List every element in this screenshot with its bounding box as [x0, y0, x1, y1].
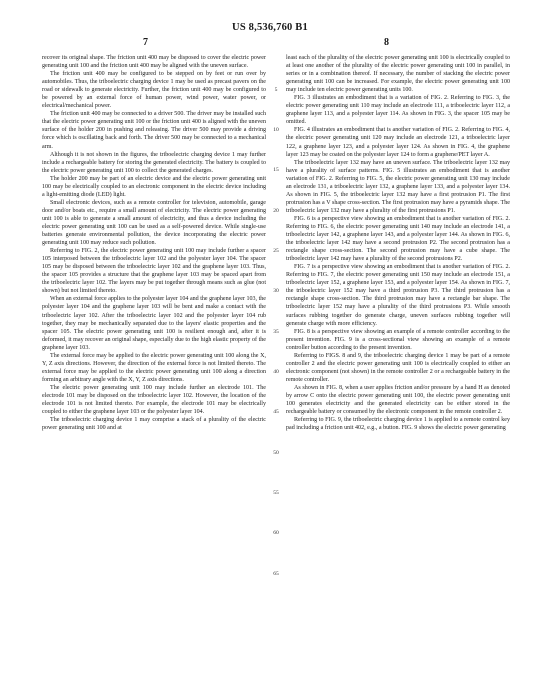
right-column-number: 8	[384, 37, 389, 48]
paragraph: The external force may be applied to the electric power generating unit 100 along the X, Y, Z axis directions. However, the direction of the external force is not limited thereto. The external force may be applied to the electric power generating unit 100 along a direction forming an arbitrary angle with the X, Y, Z axis directions.	[42, 352, 266, 383]
paragraph: As shown in FIG. 8, when a user applies friction and/or pressure by a hand H as denoted by arrow C onto the electric power generating unit 100, the electric power generating unit 100 generates electricity and the generated electricity can be either stored in the rechargeable battery or consumed by the electronic component in the remote controller 2.	[286, 384, 510, 416]
paragraph: The friction unit 400 may be configured to be stepped on by feet or run over by automobiles. Thus, the triboelectric charging device 1 may be used as precast pavers on the road or sidewalk to generate electricity. Further, the friction unit 400 may be configured to be powered by an external force of human power, wind power, water power, or electrical/mechanical power.	[42, 71, 266, 110]
paragraph: The friction unit 400 may be connected to a driver 500. The driver may be installed such that the electric power generating unit 100 or the friction unit 400 is aligned with the uneven surface of the holder 200 in pushing and releasing. The driver 500 may provide a driving force which is oscillating back and forth. The driver 500 may be connected to a mechanical arm.	[42, 111, 266, 150]
paragraph: When an external force applies to the polyester layer 104 and the graphene layer 103, the polyester layer 104 and the graphene layer 103 will be bent and make a contact with the triboelectric layer 102. After the triboelectric layer 102 and the polyester layer 104 rub together, they may be mechanically separated due to the layers' elastic properties and the spacer 105. The electric power generating unit 100 is resilient enough and, after it is deformed, it may recover an original shape, especially due to the high elastic property of the graphene layer 103.	[42, 296, 266, 351]
paragraph: Referring to FIGS. 8 and 9, the triboelectric charging device 1 may be part of a remote controller 2 and the electric power generating unit 100 is electrically coupled to either an electronic component (not shown) in the remote controller 2 or a rechargeable battery in the remote controller.	[286, 352, 510, 383]
paragraph: FIG. 3 illustrates an embodiment that is a variation of FIG. 2. Referring to FIG. 3, the electric power generating unit 110 may include an electrode 111, a triboelectric layer 112, a graphene layer 113, and a polyester layer 114. As shown in FIG. 3, the spacer 105 may be omitted.	[286, 95, 510, 126]
line-number: 20	[273, 208, 279, 214]
paragraph: Small electronic devices, such as a remote controller for television, automobile, garage door and/or boats etc., require a small amount of electricity. The electric power generating unit 100 is able to generate a small amount of electricity, and thus a device including the electric power generating unit 100 can be used as a self-powered device. While single-use batteries generate environmental pollution, the device incorporating the electric power generating unit 100 may reduce such pollution.	[42, 199, 266, 247]
line-number: 10	[273, 127, 279, 133]
left-column-number: 7	[143, 37, 148, 48]
left-text-column	[42, 54, 266, 432]
line-number: 65	[273, 571, 279, 577]
line-number: 45	[273, 409, 279, 415]
paragraph: FIG. 8 is a perspective view showing an example of a remote controller according to the present invention. FIG. 9 is a cross-sectional view showing an example of a remote controller button according to the present invention.	[286, 328, 510, 351]
paragraph: The holder 200 may be part of an electric device and the electric power generating unit 100 may be electrically coupled to an electronic component in the electric device including a light-emitting diode (LED) light.	[42, 175, 266, 198]
paragraph: The electric power generating unit 100 may include further an electrode 101. The electrode 101 may be disposed on the triboelectric layer 102. However, the location of the electrode 101 is not limited thereto. For example, the electrode 101 may be electrically coupled to either the graphene layer 103 or the polyester layer 104.	[42, 384, 266, 416]
line-number: 50	[273, 450, 279, 456]
line-number: 60	[273, 530, 279, 536]
paragraph: Referring to FIG. 2, the electric power generating unit 100 may include further a spacer 105 interposed between the triboelectric layer 102 and the polyester layer 104. The spacer 105 may be disposed between the triboelectric layer 102 and the graphene layer 103. Thus, the spacer 105 provides a structure that the graphene layer 103 may be spaced apart from the triboelectric layer 102. The layers may be put together through means such as glue (not shown) but not limited thereto.	[42, 248, 266, 295]
line-number: 30	[273, 288, 279, 294]
paragraph: least each of the plurality of the electric power generating unit 100 is electrically coupled to at least one another of the plurality of the electric power generating unit 100 in parallel, in series or in a combination thereof. If necessary, the number of stacking the electric power generating unit 100 can be increased. For example, the electric power generating unit 100 may include ten electric power generating units 100.	[286, 55, 510, 94]
paragraph: Referring to FIG. 9, the triboelectric charging device 1 is applied to a remote control key pad including a friction unit 402, e.g., a button. FIG. 9 shows the electric power generating	[286, 417, 510, 432]
paragraph: Although it is not shown in the figures, the triboelectric charging device 1 may further include a rechargeable battery for storing the generated electricity. The battery is coupled to the electric power generating unit 100 to collect the generated charges.	[42, 151, 266, 174]
right-text-column	[286, 54, 510, 432]
paragraph: The triboelectric charging device 1 may comprise a stack of a plurality of the electric power generating unit 100 and at	[42, 417, 266, 432]
line-number: 5	[274, 87, 278, 93]
paragraph: recover its original shape. The friction unit 400 may be disposed to cover the electric power generating unit 100 and the friction unit 400 may be aligned with the uneven surface.	[42, 55, 266, 70]
line-number: 25	[273, 248, 279, 254]
paragraph: The triboelectric layer 132 may have an uneven surface. The triboelectric layer 132 may have a plurality of surface patterns. FIG. 5 illustrates an embodiment that is another variation of FIG. 2. Referring to FIG. 5, the electric power generating unit 130 may include an electrode 131, a triboelectric layer 132, a graphene layer 133, and a polyester layer 134. As shown in FIG. 5, the triboelectric layer 132 may have a first protrusion P1. The first protrusion has a V shape cross-section. The first protrusion may have a pyramids shape. The triboelectric layer 132 may have a plurality of the first protrusions P1.	[286, 159, 510, 214]
line-number: 55	[273, 490, 279, 496]
page-header: US 8,536,760 B1	[232, 22, 308, 33]
paragraph: FIG. 4 illustrates an embodiment that is another variation of FIG. 2. Referring to FIG. 4, the electric power generating unit 120 may include an electrode 121, a triboelectric layer 122, a graphene layer 123, and a polyester layer 124. As shown in FIG. 4, the graphene layer 123 may be coated on the polyester layer 124 to form a graphene/PET layer A.	[286, 127, 510, 158]
paragraph: FIG. 7 is a perspective view showing an embodiment that is another variation of FIG. 2. Referring to FIG. 7, the electric power generating unit 150 may include an electrode 151, a triboelectric layer 152, a graphene layer 153, and a polyester layer 154. As shown in FIG. 7, the triboelectric layer 152 may have a third protrusion P3. The third protrusion has a rectangle shape cross-section. The third protrusion may have a rectangle bar shape. The triboelectric layer 152 may have a plurality of the third protrusions P3. While smooth surfaces rubbing together do generate charge, uneven surfaces rubbing together will generate charge with more efficiency.	[286, 264, 510, 327]
line-number: 35	[273, 329, 279, 335]
line-number: 15	[273, 167, 279, 173]
line-number: 40	[273, 369, 279, 375]
paragraph: FIG. 6 is a perspective view showing an embodiment that is another variation of FIG. 2. Referring to FIG. 6, the electric power generating unit 140 may include an electrode 141, a triboelectric layer 142, a graphene layer 143, and a polyester layer 144. As shown in FIG. 6, the triboelectric layer 142 may have a second protrusion P2. The second protrusion has a rectangle shape cross-section. The second protrusion may have a cube shape. The triboelectric layer 142 may have a plurality of the second protrusions P2.	[286, 215, 510, 263]
